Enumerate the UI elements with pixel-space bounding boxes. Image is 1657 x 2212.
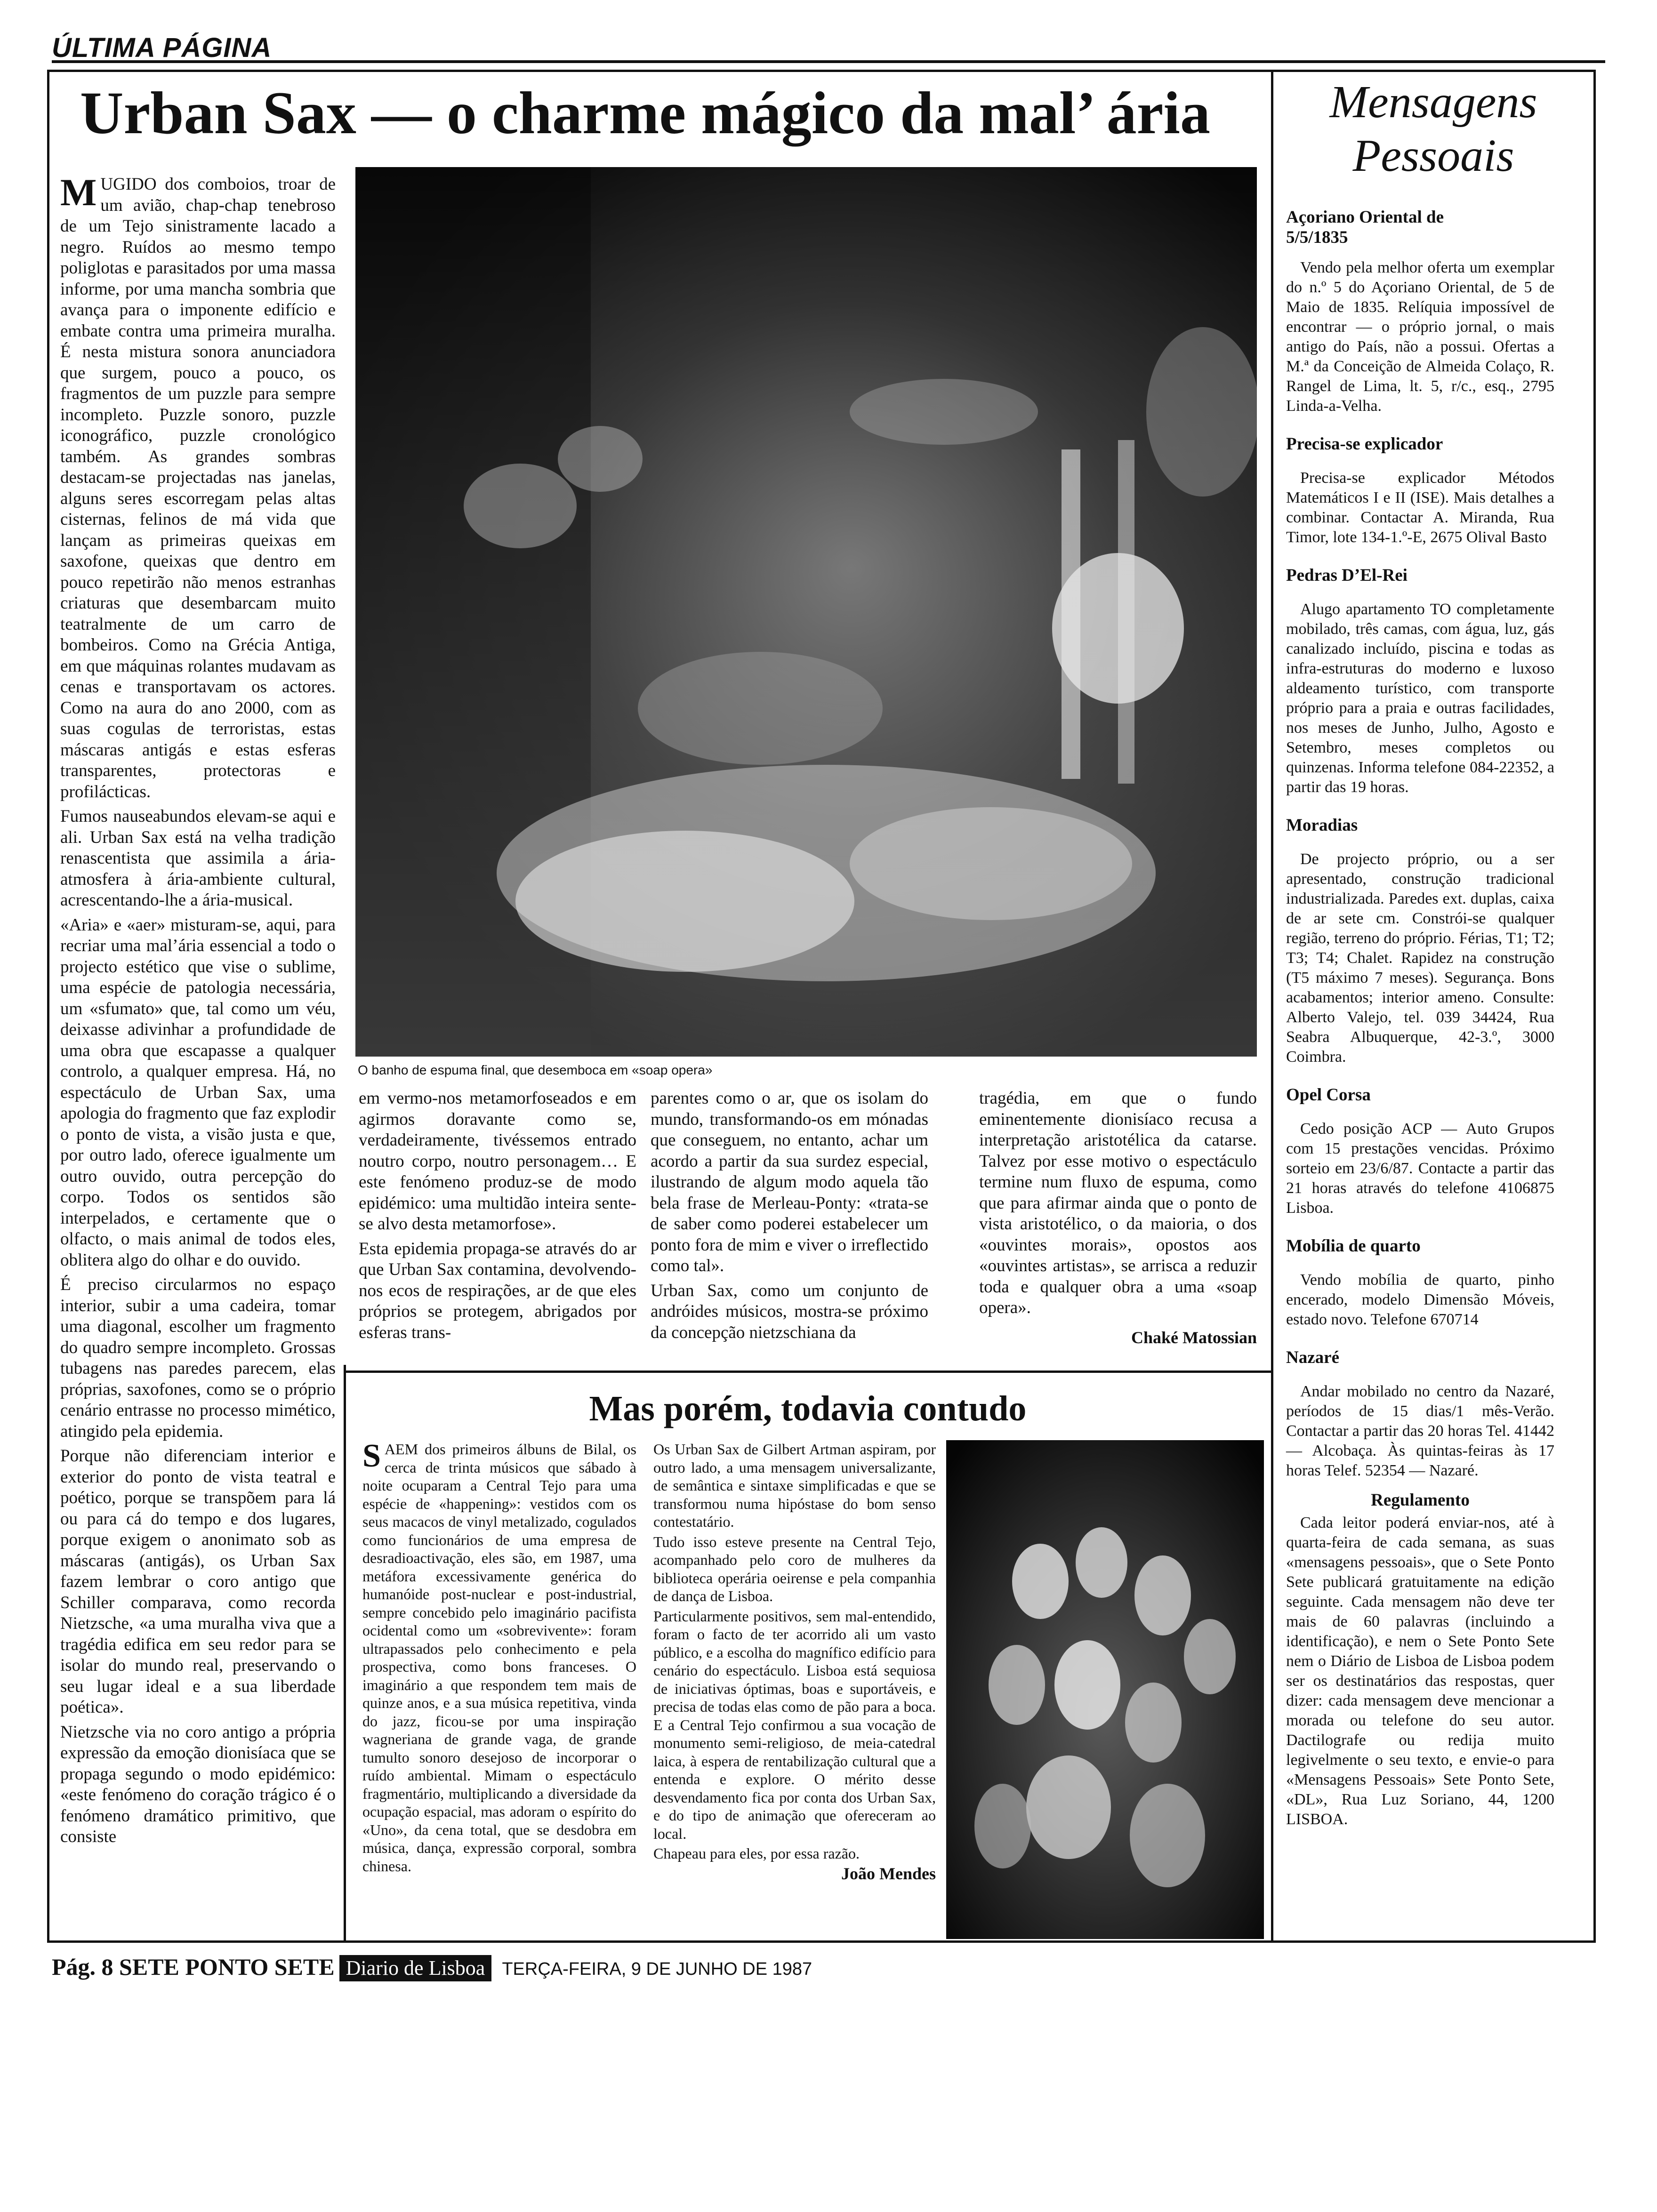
article-column-4 <box>979 1088 1257 1348</box>
message-item <box>1286 815 1554 1067</box>
message-heading: Precisa-se explicador <box>1286 434 1443 454</box>
footer-page-number: Pág. 8 SETE PONTO SETE <box>52 1954 335 1980</box>
message-item <box>1286 1236 1554 1330</box>
article-intro: UGIDO dos comboios, troar de um avião, chap-chap tenebroso de um Tejo sinistramente lacado a negro. Ruídos ao mesmo tempo poliglotas e parasitados por uma massa informe, por uma mancha sombria que avança para o imponente edifício e embate contra uma primeira muralha. É nesta mistura sonora anunciadora que surgem, pouco a pouco, os fragmentos de um puzzle para sempre incompleto. Puzzle sonoro, puzzle iconográfico, puzzle cronológico também. As grandes sombras destacam-se projectadas nas janelas, alguns seres escorregam pelas altas cisternas, felinos de má vida que lançam as primeiras queixas em saxofone, queixas que dentro em pouco repetirão não menos estranhas criaturas que desembarcam muito teatralmente de um carro de bombeiros. Como na Grécia Antiga, em que máquinas rolantes mudavam as cenas e transportavam os actores. Como na aura do ano 2000, com as suas cogulas de terroristas, estas máscaras antigás e estas esferas transparentes, protectoras e profilácticas. <box>60 175 336 801</box>
regulations-heading: Regulamento <box>1371 1491 1470 1510</box>
article-paragraph: em vermo-nos metamorfoseados e em agirmos doravante como se, verdadeiramente, tivéssemos entrado noutro corpo, noutro personagem… E este fenómeno produz-se de modo epidémico: uma multidão inteira sente-se alvo desta metamorfose». <box>359 1089 636 1234</box>
message-item <box>1286 1347 1554 1481</box>
personal-messages-list <box>1286 207 1554 1829</box>
sub-author: João Mendes <box>841 1864 936 1883</box>
concert-photo-image <box>355 167 1257 1057</box>
message-body: De projecto próprio, ou a ser apresentado, construção tradicional industrializada. Paredes ext. duplas, caixa de ar sete cm. Constrói-se qualquer região, terreno do próprio. Férias, T1; T2; T3; T4; Chalet. Rapidez na construção (T5 máximo 7 meses). Segurança. Bons acabamentos; interior ameno. Consulte: Alberto Valejo, tel. 039 34424, Rua Seabra Albuquerque, 42-3.º, 3000 Coimbra. <box>1286 850 1554 1066</box>
message-item <box>1286 1085 1554 1218</box>
choir-photo-image <box>946 1440 1264 1939</box>
article-paragraph: Urban Sax, como um conjunto de andróides músicos, mostra-se próximo da concepção nietzschiana da <box>651 1281 928 1342</box>
sub-article-rule <box>344 1370 1272 1373</box>
message-body: Cedo posição ACP — Auto Grupos com 15 prestações vencidas. Próximo sorteio em 23/6/87. Contacte a partir das 21 horas através do telefone 4106875 Lisboa. <box>1286 1120 1554 1217</box>
message-item <box>1286 565 1554 797</box>
choir-photo <box>946 1440 1264 1939</box>
article-paragraph: parentes como o ar, que os isolam do mundo, transformando-os em mónadas que conseguem, no entanto, achar um acordo a partir da sua surdez especial, ilustrando de algum modo aquela tão bela frase de Merleau-Ponty: «trata-se de saber como poderei estabelecer um ponto fora de mim e viver o irreflectido como tal». <box>651 1089 928 1275</box>
personal-messages-title: Mensagens Pessoais <box>1329 77 1537 181</box>
message-heading: Nazaré <box>1286 1348 1339 1367</box>
footer-date: TERÇA-FEIRA, 9 DE JUNHO DE 1987 <box>502 1959 812 1979</box>
regulations-body: Cada leitor poderá enviar-nos, até à quarta-feira de cada semana, as suas «mensagens pessoais», que o Sete Ponto Sete publicará gratuitamente na edição seguinte. Cada mensagem não deve ter mais de 60 palavras (incluindo a identificação), e nem o Sete Ponto Sete nem o Diário de Lisboa de Lisboa podem ser os destinatários das respostas, quer dizer: cada mensagem deve mencionar a morada ou telefone do seu autor. Dactilografe ou redija muito legivelmente o seu texto, e envie-o para «Mensagens Pessoais» Sete Ponto Sete, «DL», Rua Luz Soriano, 44, 1200 LISBOA. <box>1286 1514 1554 1828</box>
sub-article-column-1 <box>362 1440 636 1877</box>
sub-drop-cap: S <box>362 1438 381 1474</box>
drop-cap: M <box>60 171 97 214</box>
sub-article-paragraph: Particularmente positivos, sem mal-entendido, foram o facto de ter acorrido ali um vasto público, e a escolha do magnífico edifício para cenário do espectáculo. Lisboa está sequiosa de iniciativas óptimas, boas e suportáveis, e precisa de todas elas como de pão para a boca. E a Central Tejo confirmou a sua vocação de monumento semi-religioso, de meia-catedral laica, à espera de rentabilização cultural que a entenda e explore. O mérito desse desvendamento fica por conta dos Urban Sax, e do tipo de animação que ofereceram ao local. <box>653 1607 936 1842</box>
message-body: Andar mobilado no centro da Nazaré, períodos de 15 dias/1 mês-Verão. Contactar a partir das 20 horas Tel. 41442 — Alcobaça. Às quintas-feiras às 17 horas Telef. 52354 — Nazaré. <box>1286 1383 1554 1479</box>
article-column-1 <box>60 171 336 1851</box>
page-footer <box>52 1953 1605 1986</box>
photo-caption: O banho de espuma final, que desemboca em «soap opera» <box>358 1063 713 1077</box>
article-column-2 <box>359 1088 636 1347</box>
message-heading: Opel Corsa <box>1286 1085 1371 1105</box>
sub-article-paragraph: Os Urban Sax de Gilbert Artman aspiram, por outro lado, a uma mensagem universalizante, de semântica e sintaxe simplificadas e que se transformou numa hipóstase do bom senso contestatário. <box>653 1441 936 1530</box>
article-paragraph: Porque não diferenciam interior e exterior do ponto de vista teatral e poético, porque se transpõem para lá ou para cá do tempo e dos lugares, porque exigem o anonimato sob as máscaras (antigás), os Urban Sax fazem lembrar o coro antigo que Schiller comparava, como recorda Nietzsche, «a uma muralha viva que a tragédia edifica em seu redor para se isolar do mundo real, preservando o seu lugar ideal e a sua liberdade poética». <box>60 1446 336 1717</box>
message-body: Precisa-se explicador Métodos Matemáticos I e II (ISE). Mais detalhes a combinar. Contactar A. Miranda, Rua Timor, lote 134-1.º-E, 2675 Olival Basto <box>1286 469 1554 546</box>
article-paragraph: É preciso circularmos no espaço interior, subir a uma cadeira, tomar uma diagonal, escolher um fragmento do quadro sempre incompleto. Grossas tubagens nas paredes parecem, elas próprias, saxofones, como se o próprio cenário entrasse no processo mimético, atingido pela epidemia. <box>60 1275 336 1441</box>
message-heading: Açoriano Oriental de 5/5/1835 <box>1286 208 1444 247</box>
article-paragraph: Fumos nauseabundos elevam-se aqui e ali. Urban Sax está na velha tradição renascentista que assimila a ária-atmosfera à ária-ambiente cultural, acrescentando-lhe a ária-musical. <box>60 807 336 910</box>
message-heading: Pedras D’El-Rei <box>1286 566 1408 585</box>
message-heading: Mobília de quarto <box>1286 1236 1421 1256</box>
section-label: ÚLTIMA PÁGINA <box>52 32 272 63</box>
message-heading: Moradias <box>1286 816 1358 835</box>
top-rule <box>52 60 1605 63</box>
newspaper-masthead: Diario de Lisboa <box>339 1955 492 1981</box>
message-body: Vendo mobília de quarto, pinho encerado, modelo Dimensão Móveis, estado novo. Telefone 670714 <box>1286 1271 1554 1328</box>
article-paragraph: tragédia, em que o fundo eminentemente dionisíaco recusa a interpretação aristotélica da catarse. Talvez por esse motivo o espectáculo termine num fluxo de espuma, como que para afirmar ainda que o ponto de vista aristotélico, o da maioria, o dos «ouvintes morais», opostos aos «ouvintes artistas», se arrisca a reduzir toda e qualquer obra a uma «soap opera». <box>979 1089 1257 1317</box>
message-body: Alugo apartamento TO completamente mobilado, três camas, com água, luz, gás canalizado incluído, piscina e todas as infra-estruturas do moderno e luxoso aldeamento turístico, com transporte próprio para a praia e outras facilidades, nos meses de Junho, Julho, Agosto e Setembro, meses completos ou quinzenas. Informa telefone 084-22352, a partir das 19 horas. <box>1286 601 1554 796</box>
sub-article-text: AEM dos primeiros álbuns de Bilal, os cerca de trinta músicos que sábado à noite ocuparam a Central Tejo para uma espécie de «happening»: vestidos com os seus macacos de vinyl metalizado, cogulados como funcionários de uma empresa de desradioactivação, eles são, em 1987, uma metáfora excessivamente genérica do humanóide post-nuclear e post-industrial, sempre concebido pelo imaginário pacifista ocidental como um «sobrevivente»: foram ultrapassados pelo conhecimento e pela prospectiva, como bons franceses. O imaginário a que respondem tem mais de quinze anos, e a sua música repetitiva, vinda do jazz, ficou-se por uma inspiração wagneriana de grande vaga, de grande tumulto sonoro desejoso de incorporar o ruído ambiental. Mimam o espectáculo fragmentário, multiplicando a diversidade da ocupação espacial, mas adoram o espírito do «Uno», da cena total, que se desdobra em música, dança, expressão corporal, sombra chinesa. <box>362 1441 636 1875</box>
article-paragraph: Esta epidemia propaga-se através do ar que Urban Sax contamina, devolvendo-nos ecos de respirações, ar de que eles próprios se protegem, abrigados por esferas trans- <box>359 1239 636 1342</box>
message-item <box>1286 207 1554 416</box>
article-author: Chaké Matossian <box>1131 1328 1257 1347</box>
headline: Urban Sax — o charme mágico da mal’ ária <box>80 80 1210 146</box>
article-paragraph: «Aria» e «aer» misturam-se, aqui, para recriar uma mal’ária essencial a todo o projecto estético que vise o sublime, uma espécie de patologia necessária, um «sfumato» que, tal como um véu, deixasse adivinhar a profundidade de uma obra que escapasse a qualquer controlo, a qualquer empresa. Há, no espectáculo de Urban Sax, uma apologia do fragmento que faz explodir o ponto de vista, a visão justa e que, por outro lado, oferece igualmente um outro ouvido, outra percepção do corpo. Todos os sentidos são interpelados, e certamente que o olfacto, o mais animal de todos eles, oblitera algo do olhar e do ouvido. <box>60 915 336 1270</box>
column-divider <box>1271 71 1273 1941</box>
article-paragraph: Nietzsche via no coro antigo a própria expressão da emoção dionisíaca que se propaga segundo o modo epidémico: «este fenómeno do coração trágico é o fenómeno dramático primitivo, que consiste <box>60 1722 336 1846</box>
message-item <box>1286 434 1554 547</box>
article-column-3 <box>651 1088 928 1347</box>
sub-headline: Mas porém, todavia contudo <box>589 1389 1027 1428</box>
sub-article-paragraph: Tudo isso esteve presente na Central Tejo, acompanhado pelo coro de mulheres da biblioteca operária oeirense e pela companhia de dança de Lisboa. <box>653 1533 936 1604</box>
message-body: Vendo pela melhor oferta um exemplar do n.º 5 do Açoriano Oriental, de 5 de Maio de 1835. Relíquia impossível de encontrar — o próprio jornal, o mais antigo do País, não a possui. Ofertas a M.ª da Conceição de Almeida Colaço, R. Rangel de Lima, lt. 5, r/c., esq., 2795 Linda-a-Velha. <box>1286 259 1554 415</box>
inner-divider <box>344 1365 346 1941</box>
sub-article-column-2 <box>653 1440 936 1883</box>
sub-chapeau: Chapeau para eles, por essa razão. <box>653 1845 860 1862</box>
concert-photo <box>355 167 1257 1057</box>
